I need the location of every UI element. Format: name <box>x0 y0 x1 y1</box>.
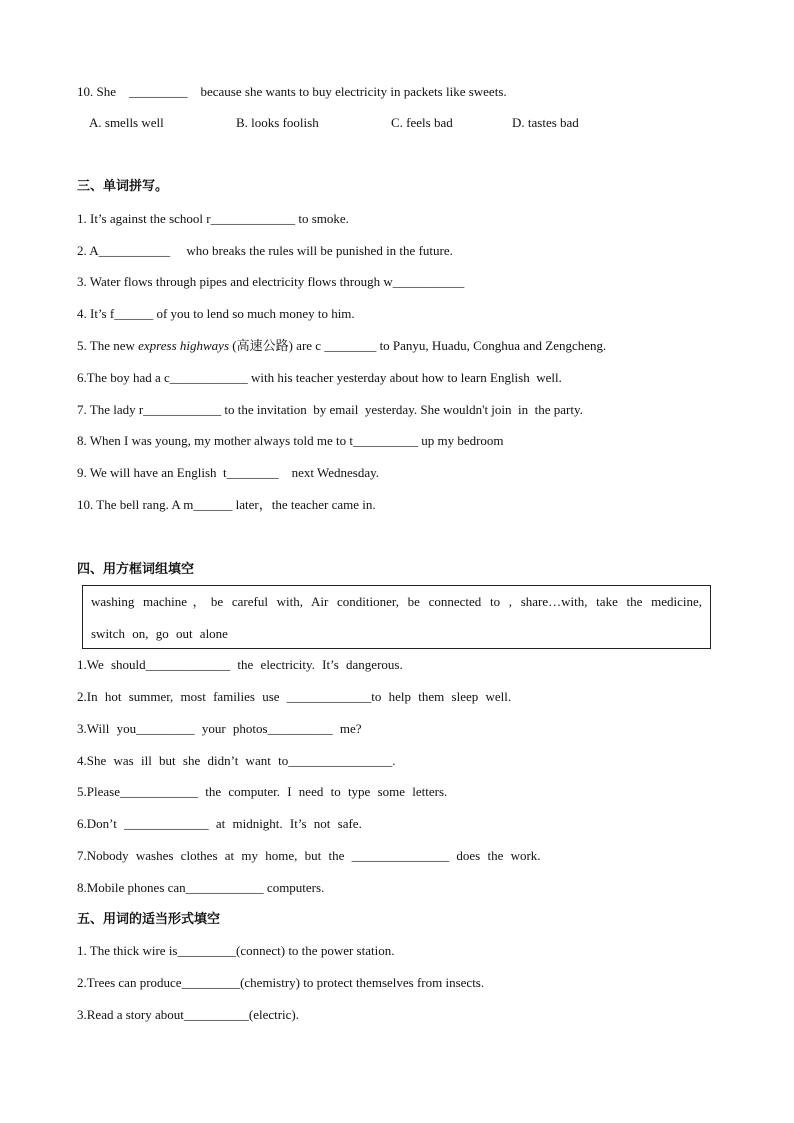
option-a: A. smells well <box>89 115 164 130</box>
section-4-item-6: 6.Don’t _____________ at midnight. It’s not safe. <box>77 816 362 831</box>
phrase-box-line-1: washing machine，be careful with, Air conditioner, be connected to , share…with, take the medicine, <box>91 594 702 609</box>
section-3-item-9: 9. We will have an English t________ next Wednesday. <box>77 465 380 480</box>
phrase-box <box>82 585 711 649</box>
section-4-item-2: 2.In hot summer, most families use _____________to help them sleep well. <box>77 689 512 704</box>
item-5-after: (高速公路) are c ________ to Panyu, Huadu, Conghua and Zengcheng. <box>229 338 607 353</box>
section-3-item-10: 10. The bell rang. A m______ later，the teacher came in. <box>77 497 376 512</box>
section-3-item-1: 1. It’s against the school r_____________ to smoke. <box>77 211 349 226</box>
section-4-item-7: 7.Nobody washes clothes at my home, but the _______________ does the work. <box>77 848 541 863</box>
section-4-item-8: 8.Mobile phones can____________ computers. <box>77 880 325 895</box>
section-4-heading: 四、用方框词组填空 <box>77 561 195 576</box>
section-3-item-2: 2. A___________ who breaks the rules will be punished in the future. <box>77 243 453 258</box>
section-3-item-6: 6.The boy had a c____________ with his teacher yesterday about how to learn English well. <box>77 370 562 385</box>
section-5-item-3: 3.Read a story about__________(electric). <box>77 1007 300 1022</box>
section-3-item-5 <box>77 338 606 354</box>
section-3-item-4: 4. It’s f______ of you to lend so much money to him. <box>77 306 355 321</box>
section-5-item-2: 2.Trees can produce_________(chemistry) to protect themselves from insects. <box>77 975 485 990</box>
section-3-item-8: 8. When I was young, my mother always told me to t__________ up my bedroom <box>77 433 504 448</box>
section-5-heading: 五、用词的适当形式填空 <box>77 911 221 926</box>
section-5-item-1: 1. The thick wire is_________(connect) to the power station. <box>77 943 395 958</box>
option-c: C. feels bad <box>391 115 453 130</box>
section-4-item-1: 1.We should_____________ the electricity. It’s dangerous. <box>77 657 403 672</box>
section-3-item-7: 7. The lady r____________ to the invitation by email yesterday. She wouldn't join in the party. <box>77 402 583 417</box>
section-4-item-3: 3.Will you_________ your photos__________ me? <box>77 721 362 736</box>
option-d: D. tastes bad <box>512 115 579 130</box>
option-b: B. looks foolish <box>236 115 319 130</box>
phrase-box-line-2: switch on, go out alone <box>91 626 228 641</box>
section-3-item-3: 3. Water flows through pipes and electricity flows through w___________ <box>77 274 465 289</box>
question-10-options <box>0 115 794 131</box>
question-10-stem: 10. She _________ because she wants to buy electricity in packets like sweets. <box>77 84 507 99</box>
section-4-item-4: 4.She was ill but she didn’t want to________________. <box>77 753 396 768</box>
item-5-before: 5. The new <box>77 338 139 353</box>
item-5-italic-term: express highways <box>138 338 230 353</box>
section-4-item-5: 5.Please____________ the computer. I need to type some letters. <box>77 784 448 799</box>
section-3-heading: 三、单词拼写。 <box>77 178 169 193</box>
